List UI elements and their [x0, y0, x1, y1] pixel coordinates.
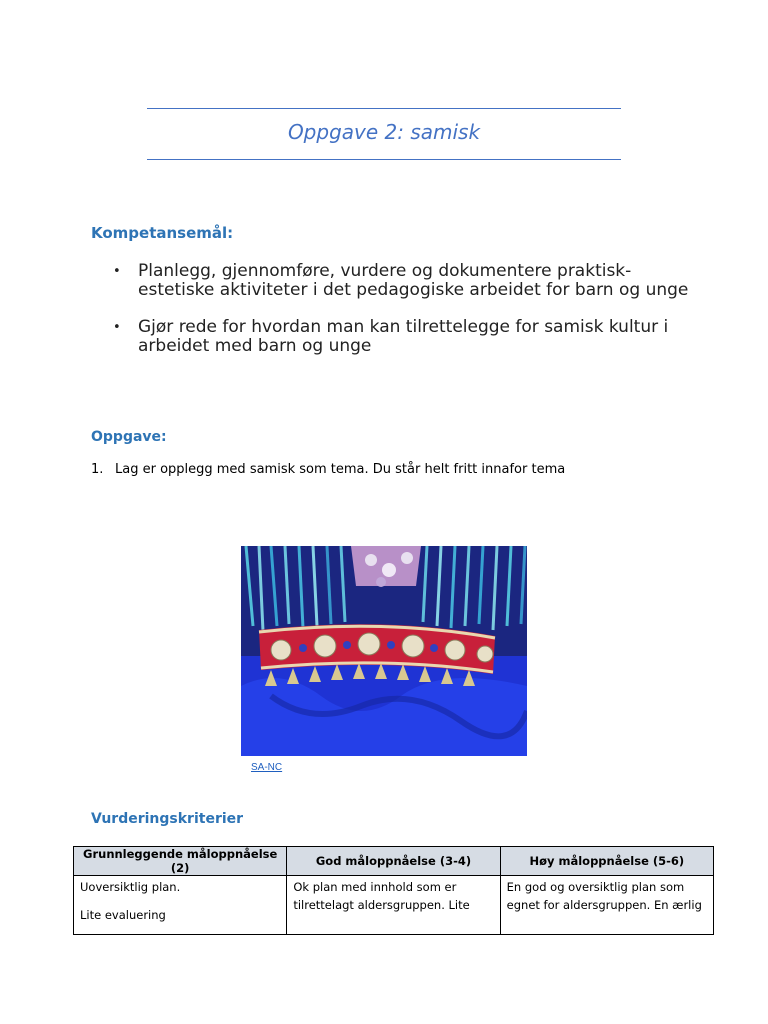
- task-heading: Oppgave:: [91, 429, 167, 445]
- competence-heading: Kompetansemål:: [91, 224, 234, 242]
- competence-item-text: Planlegg, gjennomføre, vurdere og dokumentere praktisk-estetiske aktiviteter i det pedagogiske arbeidet for barn og unge: [138, 261, 689, 300]
- criteria-table: [73, 846, 714, 935]
- sami-costume-illustration: [241, 546, 527, 756]
- table-row: [74, 876, 714, 935]
- bullet-icon: •: [113, 264, 121, 279]
- sami-costume-photo: [241, 546, 527, 756]
- competence-item: [113, 262, 693, 300]
- table-header-row: [74, 847, 714, 876]
- competence-list: [113, 262, 693, 374]
- table-cell: Ok plan med innhold som er tilrettelagt aldersgruppen. Lite: [287, 876, 500, 935]
- document-title: Oppgave 2: samisk: [287, 120, 481, 144]
- competence-item: [113, 318, 693, 356]
- column-header: God måloppnåelse (3-4): [287, 847, 500, 876]
- title-rule-bottom: [147, 159, 621, 160]
- table-cell: En god og oversiktlig plan som egnet for aldersgruppen. En ærlig: [500, 876, 713, 935]
- column-header: Høy måloppnåelse (5-6): [500, 847, 713, 876]
- task-number: 1.: [91, 462, 104, 477]
- task-item: [91, 462, 565, 477]
- task-text: Lag er opplegg med samisk som tema. Du står helt fritt innafor tema: [115, 462, 566, 477]
- bullet-icon: •: [113, 320, 121, 335]
- competence-item-text: Gjør rede for hvordan man kan tilrettelegge for samisk kultur i arbeidet med barn og unge: [138, 317, 669, 356]
- criteria-heading: Vurderingskriterier: [91, 811, 244, 827]
- column-header: Grunnleggende måloppnåelse (2): [74, 847, 287, 876]
- cell-text: Lite evaluering: [80, 908, 166, 922]
- image-credit-link[interactable]: SA-NC: [251, 762, 283, 773]
- title-rule-top: [147, 108, 621, 109]
- cell-text: Uoversiktlig plan.: [80, 880, 181, 894]
- table-cell: [74, 876, 287, 935]
